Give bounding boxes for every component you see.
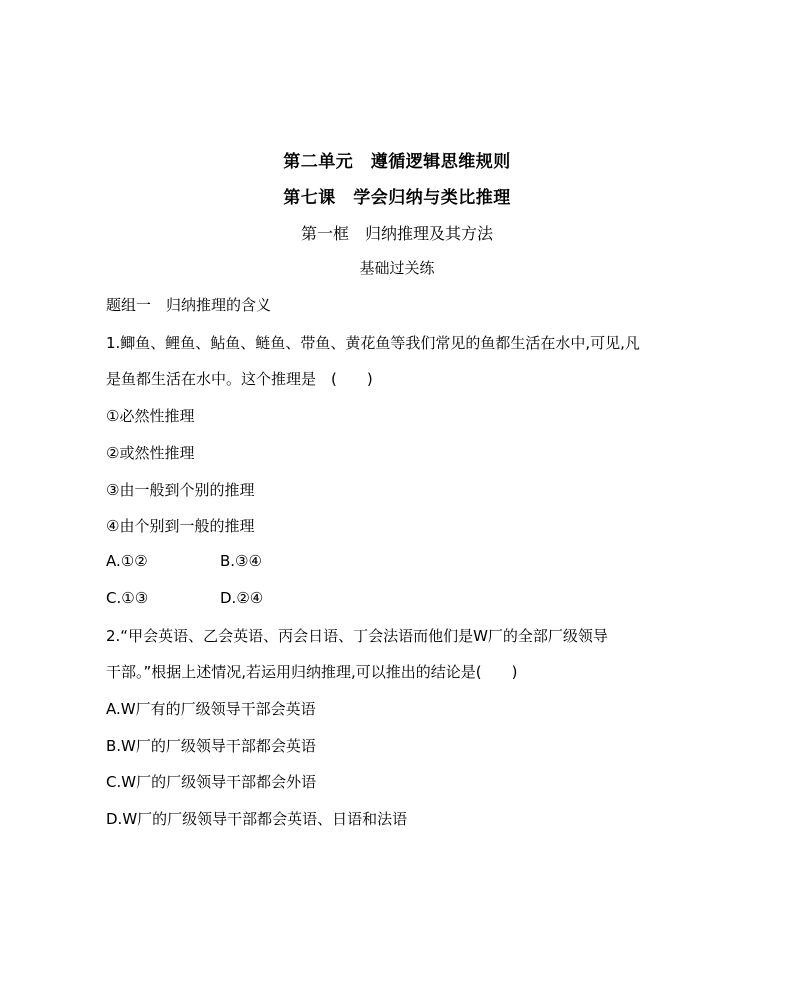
q2-stem-line1: 2.“甲会英语、乙会英语、丙会日语、丁会法语而他们是W厂的全部厂级领导 (106, 627, 608, 645)
practice-title: 基础过关练 (359, 259, 435, 277)
q2-option-a[interactable]: A.W厂有的厂级领导干部会英语 (106, 700, 316, 718)
lesson-title: 第七课 学会归纳与类比推理 (283, 188, 511, 208)
q1-option-a[interactable]: A.①② (106, 552, 148, 570)
q1-item-4: ④由个别到一般的推理 (106, 517, 255, 535)
q1-option-c[interactable]: C.①③ (106, 589, 149, 607)
section-title: 第一框 归纳推理及其方法 (300, 224, 493, 243)
q2-option-d[interactable]: D.W厂的厂级领导干部都会英语、日语和法语 (106, 810, 408, 828)
q2-option-c[interactable]: C.W厂的厂级领导干部都会外语 (106, 773, 317, 791)
q2-stem-line2: 干部。”根据上述情况,若运用归纳推理,可以推出的结论是( ) (106, 663, 518, 681)
q1-option-d[interactable]: D.②④ (220, 589, 264, 607)
unit-title: 第二单元 遵循逻辑思维规则 (283, 152, 511, 172)
q1-stem-line2: 是鱼都生活在水中。这个推理是 ( ) (106, 370, 373, 388)
q1-options-row1 (106, 551, 262, 571)
group1-title: 题组一 归纳推理的含义 (106, 296, 272, 314)
q1-item-2: ②或然性推理 (106, 444, 195, 462)
q1-option-b[interactable]: B.③④ (220, 552, 262, 570)
q1-item-1: ①必然性推理 (106, 407, 195, 425)
q2-option-b[interactable]: B.W厂的厂级领导干部都会英语 (106, 737, 316, 755)
q1-options-row2 (106, 588, 263, 608)
q1-stem-line1: 1.鲫鱼、鲤鱼、鲇鱼、鲢鱼、带鱼、黄花鱼等我们常见的鱼都生活在水中,可见,凡 (106, 334, 640, 352)
q1-item-3: ③由一般到个别的推理 (106, 481, 255, 499)
